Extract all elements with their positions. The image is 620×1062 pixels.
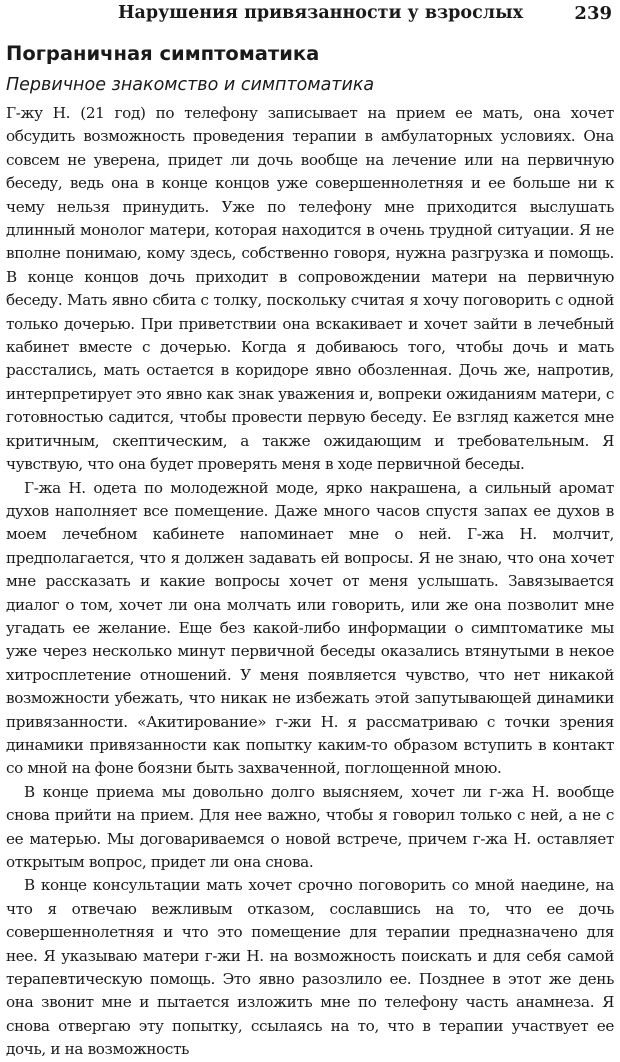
body-text	[6, 102, 614, 1062]
paragraph: Г-жу Н. (21 год) по телефону записывает на прием ее мать, она хочет обсудить возможность проведения терапии в амбулаторных условиях. Она совсем не уверена, придет ли дочь вообще на лечение или на первичную беседу, ведь она в конце концов уже совершеннолетняя и ее больше ни к чему нельзя принудить. Уже по телефону мне приходится выслушать длинный монолог матери, которая находится в очень трудной ситуации. Я не вполне понимаю, кому здесь, собственно говоря, нужна разгрузка и помощь. В конце концов дочь приходит в сопровождении матери на первичную беседу. Мать явно сбита с толку, поскольку считая я хочу поговорить с одной только дочерью. При приветствии она вскакивает и хочет зайти в лечебный кабинет вместе с дочерью. Когда я добиваюсь того, чтобы дочь и мать расстались, мать остается в коридоре явно обозленная. Дочь же, напротив, интерпретирует это явно как знак уважения и, вопреки ожиданиям матери, с готовностью садится, чтобы провести первую беседу. Ее взгляд кажется мне критичным, скептическим, а также ожидающим и требовательным. Я чувствую, что она будет проверять меня в ходе первичной беседы.	[6, 104, 614, 474]
paragraph: Г-жа Н. одета по молодежной моде, ярко накрашена, а сильный аромат духов наполняет все помещение. Даже много часов спустя запах ее духов в моем лечебном кабинете напоминает мне о ней. Г-жа Н. молчит, предполагается, что я должен задавать ей вопросы. Я не знаю, что она хочет мне рассказать и какие вопросы хочет от меня услышать. Завязывается диалог о том, хочет ли она молчать или говорить, или же она позволит мне угадать ее желание. Еще без какой-либо информации о симптоматике мы уже через несколько минут первичной беседы оказались втянутыми в некое хитросплетение отношений. У меня появляется чувство, что нет никакой возможности убежать, что никак не избежать этой запутывающей динамики привязанности. «Акитирование» г-жи Н. я рассматриваю с точки зрения динамики привязанности как попытку каким-то образом вступить в контакт со мной на фоне боязни быть захваченной, поглощенной мною.	[6, 478, 614, 778]
running-head-title: Нарушения привязанности у взрослых	[118, 3, 524, 23]
paragraph: В конце приема мы довольно долго выясняем, хочет ли г-жа Н. вообще снова прийти на прием. Для нее важно, чтобы я говорил только с ней, а не с ее матерью. Мы договариваемся о новой встрече, причем г-жа Н. оставляет открытым вопрос, придет ли она снова.	[6, 782, 614, 871]
sub-heading: Первичное знакомство и симптоматика	[6, 75, 375, 95]
paragraph: В конце консультации мать хочет срочно поговорить со мной наедине, на что я отвечаю вежливым отказом, сославшись на то, что ее дочь совершеннолетняя и что это помещение для терапии предназначено для нее. Я указываю матери г-жи Н. на возможность поискать и для себя самой терапевтическую помощь. Это явно разозлило ее. Позднее в этот же день она звонит мне и пытается изложить мне по телефону часть анамнеза. Я снова отвергаю эту попытку, ссылаясь на то, что в терапии участвует ее дочь, и на возможность	[6, 876, 614, 1059]
running-head	[118, 3, 612, 27]
section-heading: Пограничная симптоматика	[6, 42, 320, 65]
page-number: 239	[574, 3, 612, 24]
